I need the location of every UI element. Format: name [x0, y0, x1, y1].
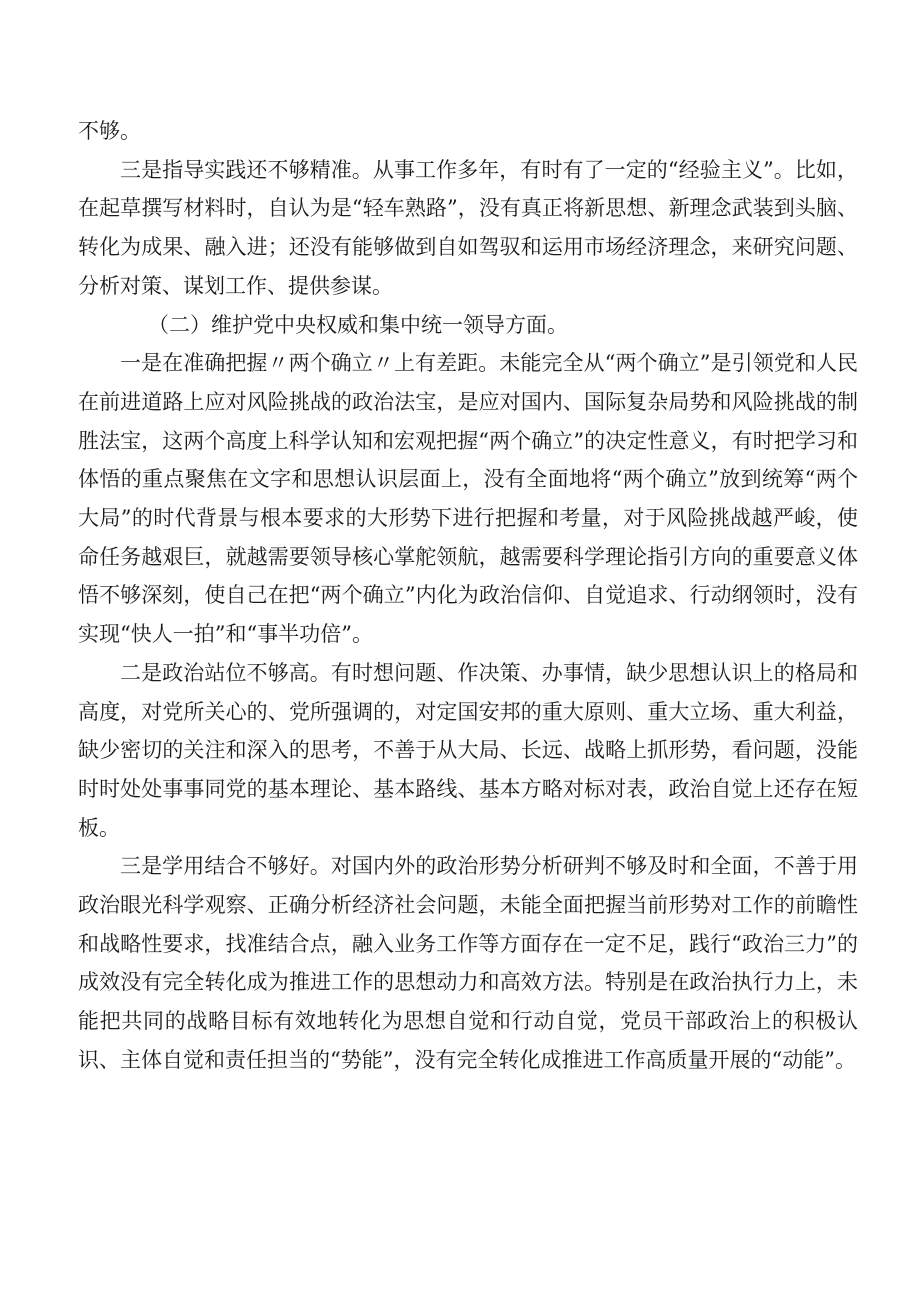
paragraph-practice-guidance: 三是指导实践还不够精准。从事工作多年，有时有了一定的“经验主义”。比如，在起草撰写材料时，自认为是“轻车熟路”，没有真正将新思想、新理念武装到头脑、转化为成果、融入进；还没有能够做到自如驾驭和运用市场经济理念，来研究问题、分析对策、谋划工作、提供参谋。 — [78, 157, 858, 298]
paragraph-continuation: 不够。 — [78, 119, 141, 143]
paragraph-political-stance: 二是政治站位不够高。有时想问题、作决策、办事情，缺少思想认识上的格局和高度，对党所关心的、党所强调的，对定国安邦的重大原则、重大立场、重大利益，缺少密切的关注和深入的思考，不善于从大局、长远、战略上抓形势，看问题，没能时时处处事事同党的基本理论、基本路线、基本方略对标对表，政治自觉上还存在短板。 — [78, 660, 858, 840]
document-body — [78, 112, 858, 1080]
section-heading: （二）维护党中央权威和集中统一领导方面。 — [148, 312, 568, 337]
paragraph-two-establishments: 一是在准确把握〃两个确立〃上有差距。未能完全从“两个确立”是引领党和人民在前进道路上应对风险挑战的政治法宝，是应对国内、国际复杂局势和风险挑战的制胜法宝，这两个高度上科学认知和宏观把握“两个确立”的决定性意义，有时把学习和体悟的重点聚焦在文字和思想认识层面上，没有全面地将“两个确立”放到统筹“两个大局”的时代背景与根本要求的大形势下进行把握和考量，对于风险挑战越严峻，使命任务越艰巨，就越需要领导核心掌舵领航，越需要科学理论指引方向的重要意义体悟不够深刻，使自己在把“两个确立”内化为政治信仰、自觉追求、行动纲领时，没有实现“快人一拍”和“事半功倍”。 — [78, 351, 858, 647]
paragraph-learning-application: 三是学用结合不够好。对国内外的政治形势分析研判不够及时和全面，不善于用政治眼光科学观察、正确分析经济社会问题，未能全面把握当前形势对工作的前瞻性和战略性要求，找准结合点，融入业务工作等方面存在一定不足，践行“政治三力”的成效没有完全转化成为推进工作的思想动力和高效方法。特别是在政治执行力上，未能把共同的战略目标有效地转化为思想自觉和行动自觉，党员干部政治上的积极认识、主体自觉和责任担当的“势能”，没有完全转化成推进工作高质量开展的“动能”。 — [78, 854, 858, 1072]
